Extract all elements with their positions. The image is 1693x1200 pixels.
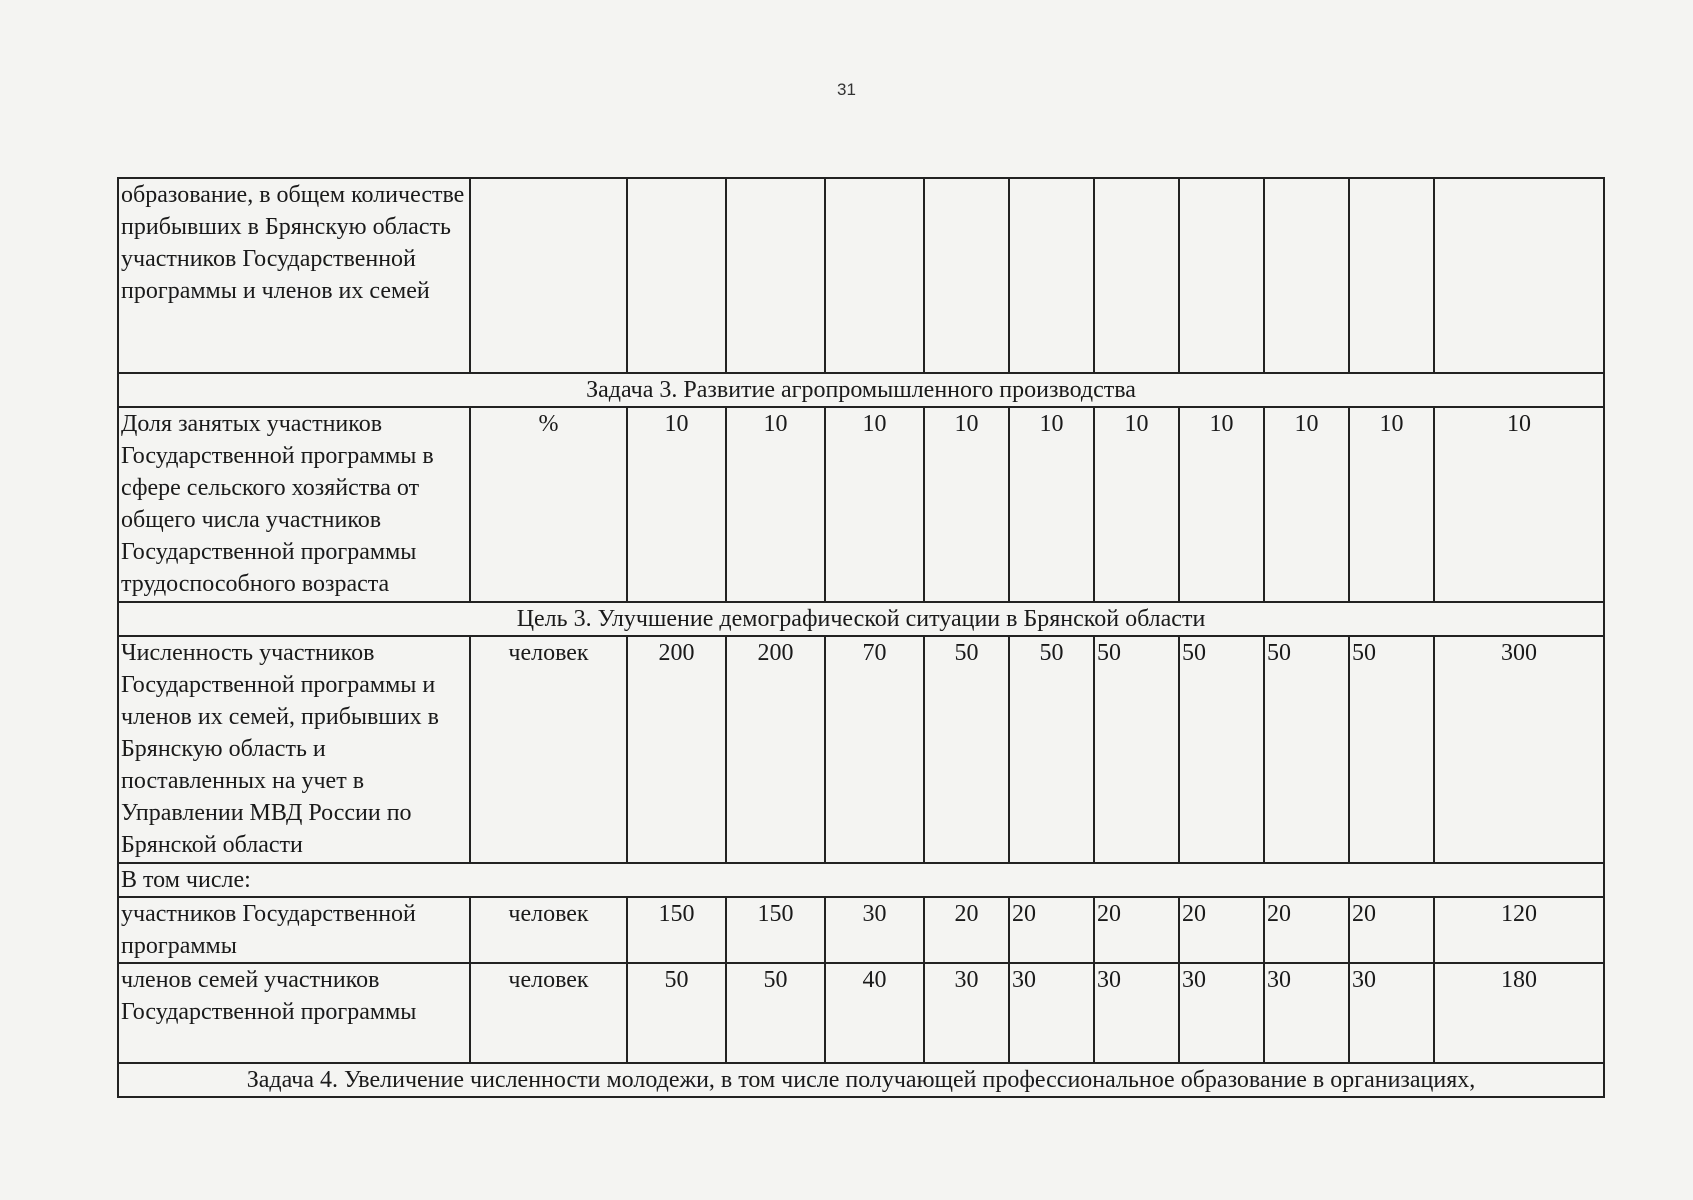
value-cell: 200: [726, 636, 825, 863]
indicator-name: Численность участников Государственной программы и членов их семей, прибывших в Брянскую область и поставленных на учет в Управлении МВД России по Брянской области: [118, 636, 470, 863]
value-cell: 10: [924, 407, 1009, 602]
value-cell: [1434, 178, 1604, 373]
table-row: [118, 407, 1604, 602]
section-row: [118, 373, 1604, 407]
section-heading-task-4: Задача 4. Увеличение численности молодежи, в том числе получающей профессиональное образование в организациях,: [118, 1063, 1604, 1097]
value-cell: 30: [1094, 963, 1179, 1063]
section-row: [118, 1063, 1604, 1097]
value-cell: 150: [627, 897, 726, 963]
section-heading-goal-3: Цель 3. Улучшение демографической ситуации в Брянской области: [118, 602, 1604, 636]
unit-cell: человек: [470, 963, 627, 1063]
value-cell: 120: [1434, 897, 1604, 963]
value-cell: 20: [1349, 897, 1434, 963]
value-cell: [1094, 178, 1179, 373]
unit-cell: [470, 178, 627, 373]
value-cell: 10: [726, 407, 825, 602]
value-cell: 50: [1349, 636, 1434, 863]
value-cell: [726, 178, 825, 373]
value-cell: 20: [1264, 897, 1349, 963]
value-cell: 10: [1009, 407, 1094, 602]
value-cell: 20: [1179, 897, 1264, 963]
value-cell: [1179, 178, 1264, 373]
value-cell: 180: [1434, 963, 1604, 1063]
section-heading-task-3: Задача 3. Развитие агропромышленного производства: [118, 373, 1604, 407]
value-cell: 30: [1349, 963, 1434, 1063]
value-cell: 300: [1434, 636, 1604, 863]
value-cell: 40: [825, 963, 924, 1063]
indicator-name: участников Государственной программы: [118, 897, 470, 963]
value-cell: [825, 178, 924, 373]
value-cell: [924, 178, 1009, 373]
value-cell: 200: [627, 636, 726, 863]
value-cell: 30: [825, 897, 924, 963]
value-cell: 70: [825, 636, 924, 863]
value-cell: 50: [924, 636, 1009, 863]
value-cell: [1349, 178, 1434, 373]
value-cell: 50: [1094, 636, 1179, 863]
page-number: 31: [837, 80, 856, 99]
value-cell: 30: [924, 963, 1009, 1063]
value-cell: 10: [1094, 407, 1179, 602]
including-label: В том числе:: [118, 863, 1604, 897]
indicator-name: членов семей участников Государственной программы: [118, 963, 470, 1063]
value-cell: 20: [1009, 897, 1094, 963]
section-row: [118, 602, 1604, 636]
value-cell: [627, 178, 726, 373]
indicators-table: [117, 177, 1605, 1098]
table-row: [118, 963, 1604, 1063]
value-cell: 50: [1009, 636, 1094, 863]
section-row: [118, 863, 1604, 897]
value-cell: 50: [627, 963, 726, 1063]
table-row: [118, 897, 1604, 963]
value-cell: 10: [1434, 407, 1604, 602]
value-cell: 50: [726, 963, 825, 1063]
value-cell: 10: [1349, 407, 1434, 602]
value-cell: 50: [1179, 636, 1264, 863]
value-cell: 30: [1009, 963, 1094, 1063]
indicator-name: Доля занятых участников Государственной программы в сфере сельского хозяйства от общего числа участников Государственной программы трудоспособного возраста: [118, 407, 470, 602]
unit-cell: человек: [470, 636, 627, 863]
value-cell: 150: [726, 897, 825, 963]
table-row: [118, 636, 1604, 863]
value-cell: 10: [627, 407, 726, 602]
value-cell: 20: [924, 897, 1009, 963]
unit-cell: %: [470, 407, 627, 602]
table-row: [118, 178, 1604, 373]
indicator-name: образование, в общем количестве прибывших в Брянскую область участников Государственной программы и членов их семей: [118, 178, 470, 373]
value-cell: 10: [1264, 407, 1349, 602]
value-cell: 30: [1179, 963, 1264, 1063]
value-cell: 10: [1179, 407, 1264, 602]
value-cell: [1009, 178, 1094, 373]
value-cell: 30: [1264, 963, 1349, 1063]
value-cell: 20: [1094, 897, 1179, 963]
value-cell: [1264, 178, 1349, 373]
value-cell: 50: [1264, 636, 1349, 863]
unit-cell: человек: [470, 897, 627, 963]
value-cell: 10: [825, 407, 924, 602]
